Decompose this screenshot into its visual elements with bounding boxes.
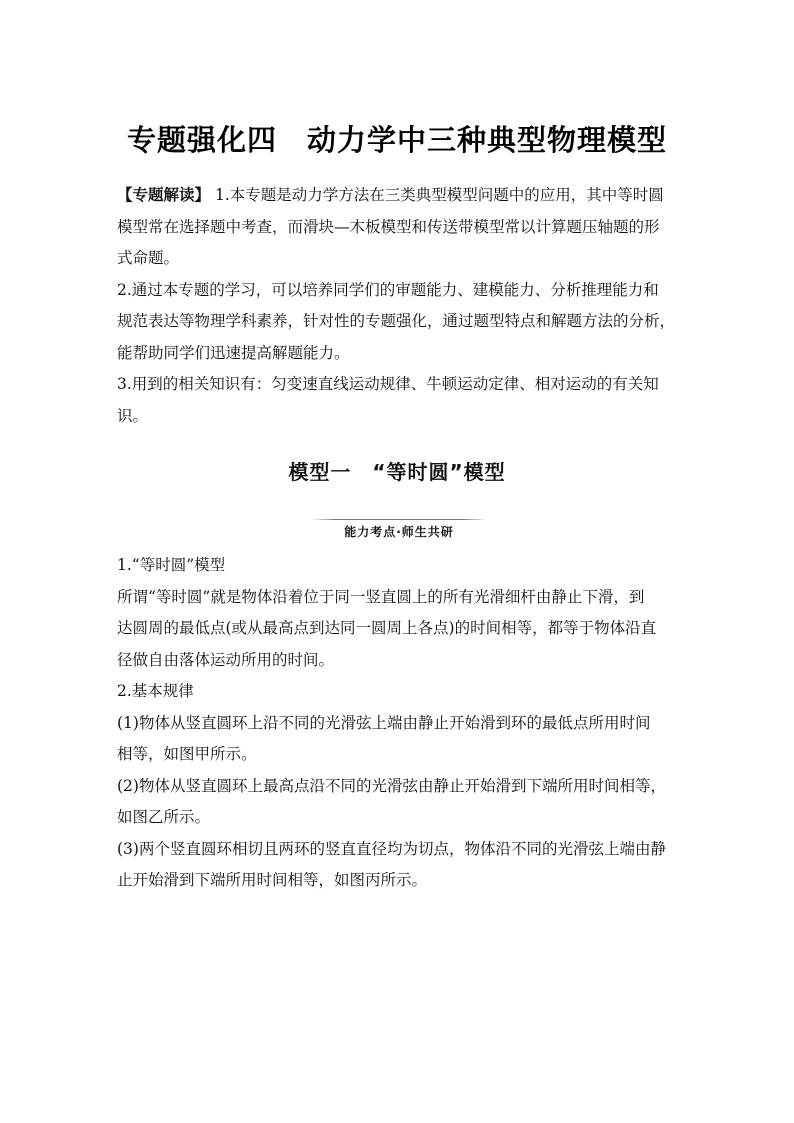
rule-2 xyxy=(117,771,680,834)
subsection-title-2: 2.基本规律 xyxy=(117,682,194,700)
model-1-content xyxy=(117,550,680,897)
topic-interpretation xyxy=(117,180,680,432)
page-title: 专题强化四 动力学中三种典型物理模型 xyxy=(126,123,667,157)
rule-1 xyxy=(117,708,680,771)
rule-2-line-1: (2)物体从竖直圆环上最高点沿不同的光滑弦由静止开始滑到下端所用时间相等， xyxy=(117,776,666,795)
intro-p2-line-1: 2.通过本专题的学习，可以培养同学们的审题能力、建模能力、分析推理能力和 xyxy=(117,280,659,299)
intro-p2-line-2: 规范表达等物理学科素养，针对性的专题强化，通过题型特点和解题方法的分析， xyxy=(117,312,676,330)
section-heading-model-1: 模型一 “等时圆”模型 xyxy=(288,460,506,484)
subsection-title-1: 1.“等时圆”模型 xyxy=(117,556,226,574)
intro-paragraph-1 xyxy=(117,180,680,275)
definition-line-2: 达圆周的最低点(或从最高点到达同一圆周上各点)的时间相等，都等于物体沿直 xyxy=(117,619,657,637)
intro-p2-line-3: 能帮助同学们迅速提高解题能力。 xyxy=(117,343,350,362)
intro-line-3: 式命题。 xyxy=(117,249,180,267)
intro-p3-line-2: 识。 xyxy=(117,406,149,425)
definition-line-1: 所谓“等时圆”就是物体沿着位于同一竖直圆上的所有光滑细杆由静止下滑，到 xyxy=(117,587,645,606)
subtitle-divider xyxy=(311,519,487,520)
rule-3-line-1: (3)两个竖直圆环相切且两环的竖直直径均为切点，物体沿不同的光滑弦上端由静 xyxy=(117,839,666,858)
intro-p3-line-1: 3.用到的相关知识有：匀变速直线运动规律、牛顿运动定律、相对运动的有关知 xyxy=(117,375,659,393)
divider-fade-left xyxy=(311,518,335,521)
rule-2-line-2: 如图乙所示。 xyxy=(117,808,211,826)
intro-paragraph-2 xyxy=(117,275,680,370)
rule-1-line-1: (1)物体从竖直圆环上沿不同的光滑弦上端由静止开始滑到环的最低点所用时间 xyxy=(117,713,651,732)
section-subtitle-bar xyxy=(311,518,487,542)
divider-fade-right xyxy=(463,518,487,521)
rule-1-line-2: 相等，如图甲所示。 xyxy=(117,745,257,763)
interpretation-tag: 【专题解读】 xyxy=(117,186,211,204)
definition-paragraph xyxy=(117,582,680,677)
intro-paragraph-3 xyxy=(117,369,680,432)
intro-line-2: 模型常在选择题中考查，而滑块—木板模型和传送带模型常以计算题压轴题的形 xyxy=(117,217,660,236)
rule-3-line-2: 止开始滑到下端所用时间相等，如图丙所示。 xyxy=(117,871,428,889)
section-subtitle: 能力考点·师生共研 xyxy=(344,525,454,539)
intro-line-1: 1.本专题是动力学方法在三类典型模型问题中的应用，其中等时圆 xyxy=(214,186,664,204)
definition-line-3: 径做自由落体运动所用的时间。 xyxy=(117,650,335,669)
rule-3 xyxy=(117,834,680,897)
